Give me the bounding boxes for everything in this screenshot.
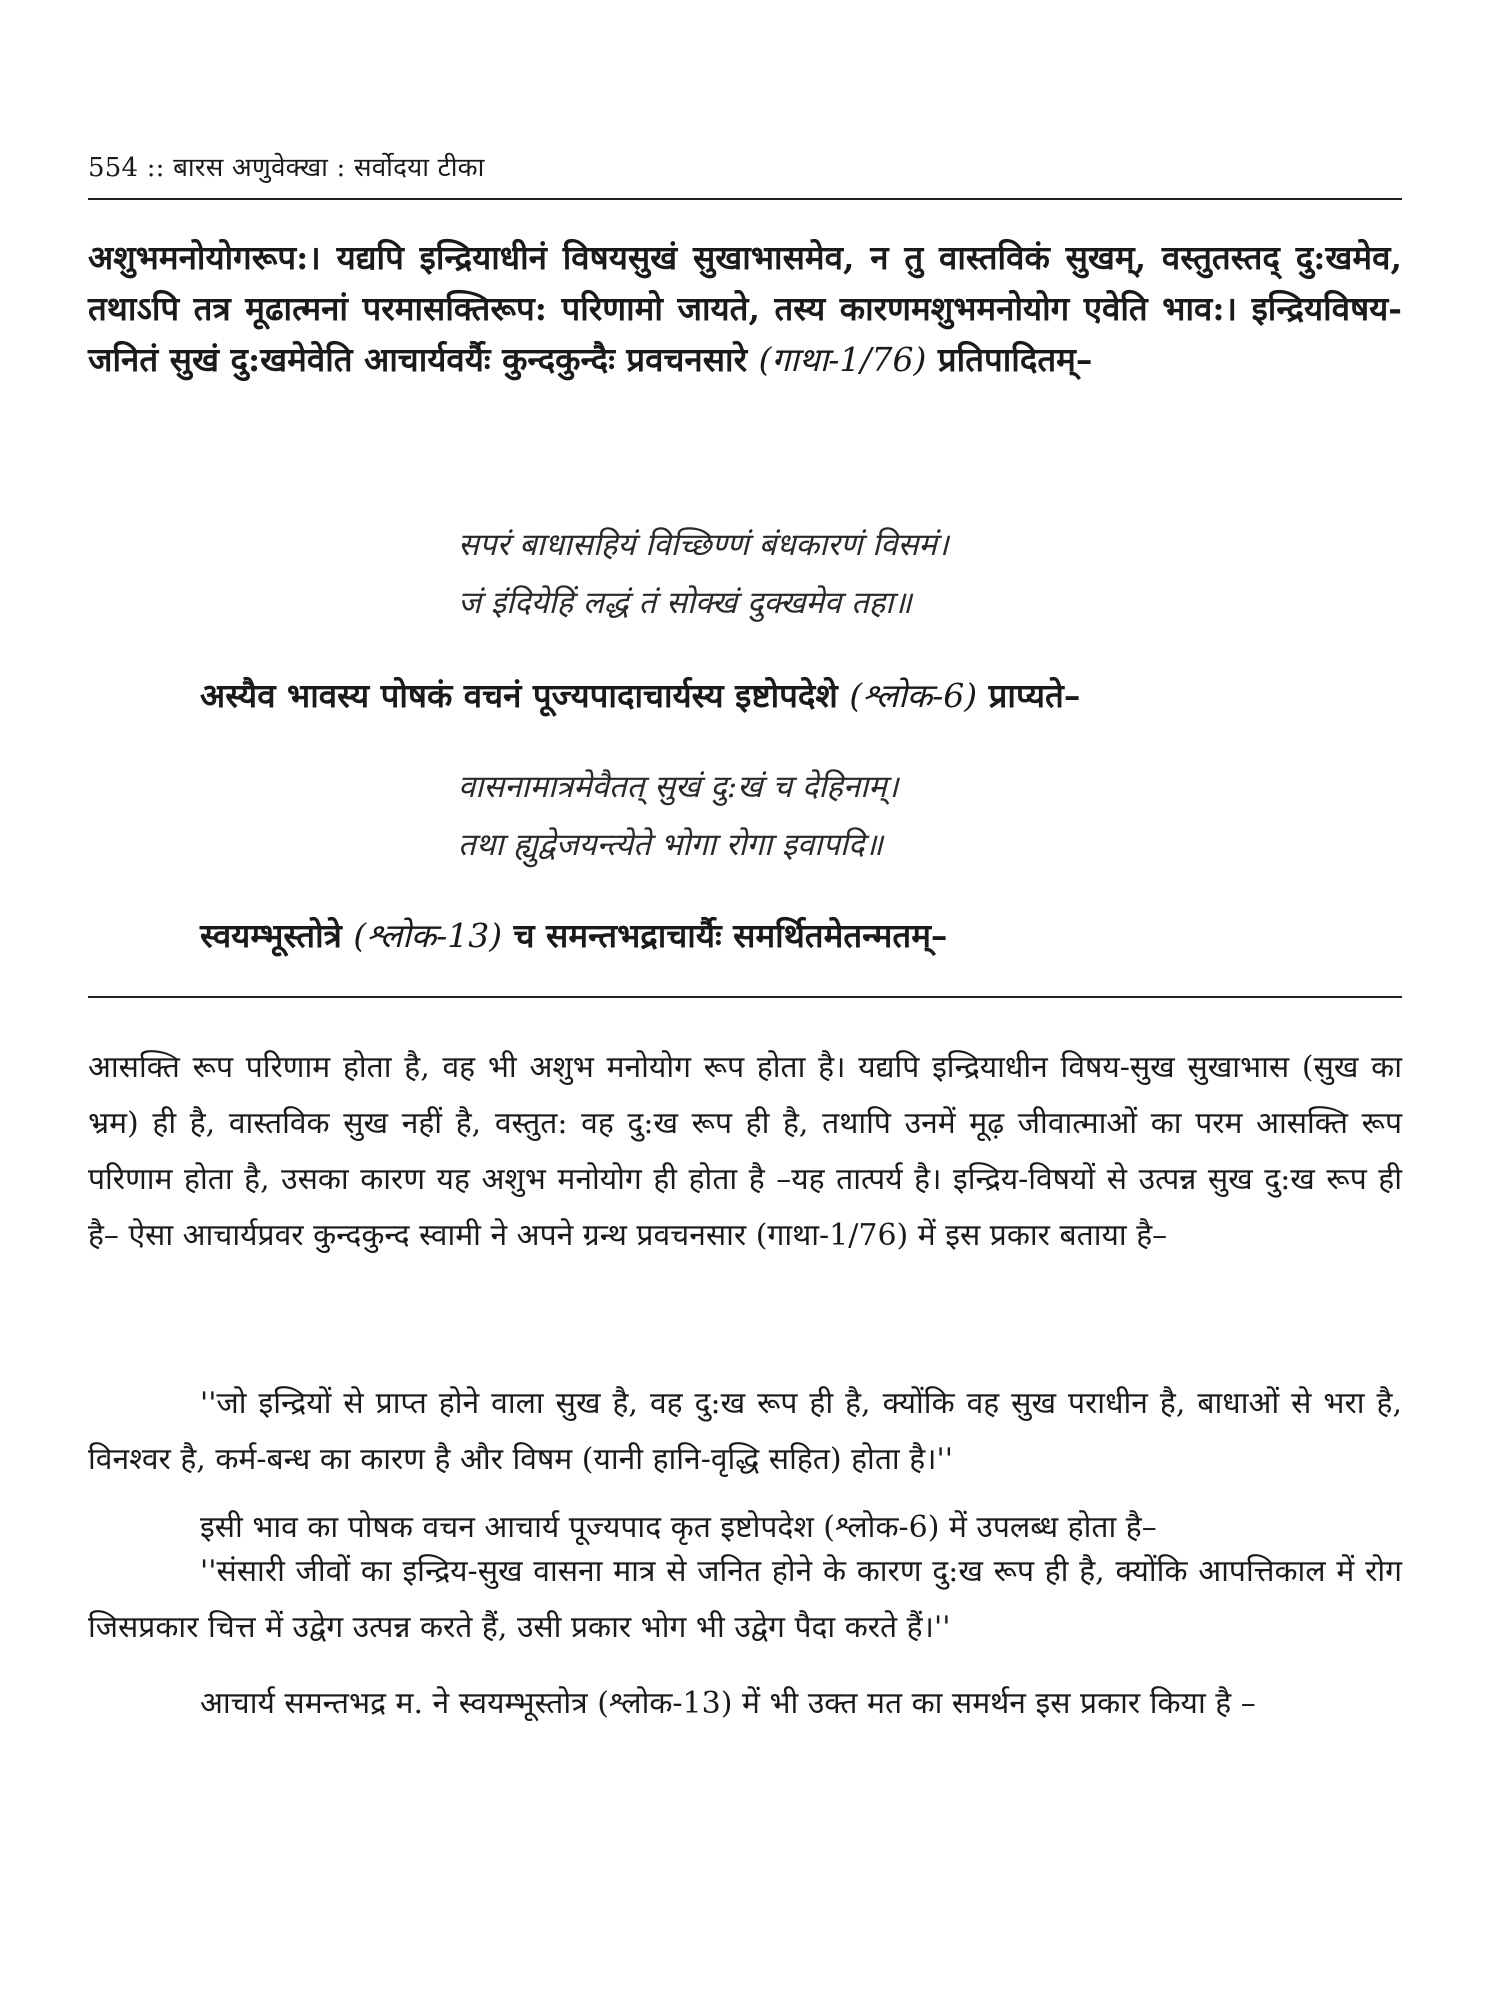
sanskrit-text: अस्यैव भावस्य पोषकं वचनं पूज्यपादाचार्यस्य इष्टोपदेशे: [200, 676, 838, 715]
verse-line: जं इंदियेहिं लद्धं तं सोक्खं दुक्खमेव तहा॥: [458, 585, 912, 621]
gatha-reference: (गाथा-1/76): [758, 340, 927, 379]
prakrit-verse: [458, 516, 1358, 632]
hindi-paragraph: आसक्ति रूप परिणाम होता है, वह भी अशुभ मनोयोग रूप होता है। यद्यपि इन्द्रियाधीन विषय-सुख सुखाभास (सुख का भ्रम) ही है, वास्तविक सुख नहीं है, वस्तुत: वह दु:ख रूप ही है, तथापि उनमें मूढ़ जीवात्माओं का परम आसक्ति रूप परिणाम होता है, उसका कारण यह अशुभ मनोयोग ही होता है –यह तात्पर्य है। इन्द्रिय-विषयों से उत्पन्न सुख दु:ख रूप ही है– ऐसा आचार्यप्रवर कुन्दकुन्द स्वामी ने अपने ग्रन्थ प्रवचनसार (गाथा-1/76) में इस प्रकार बताया है–: [88, 1050, 1402, 1253]
sanskrit-text: अशुभमनोयोगरूप:। यद्यपि इन्द्रियाधीनं विषयसुखं सुखाभासमेव, न तु वास्तविकं सुखम्, वस्तुतस्तद् दु:खमेव, तथाऽपि तत्र मूढात्मनां परमासक्तिरूप: परिणामो जायते, तस्य कारणमशुभमनोयोग एवेति भाव:। इन्द्रियविषय-जनितं सुखं दु:खमेवेति आचार्यवर्यैः कुन्दकुन्दैः प्रवचनसारे: [88, 238, 1402, 379]
section-rule: [88, 996, 1402, 998]
hindi-quote-paragraph: ''संसारी जीवों का इन्द्रिय-सुख वासना मात्र से जनित होने के कारण दु:ख रूप ही है, क्योंकि आपत्तिकाल में रोग जिसप्रकार चित्त में उद्वेग उत्पन्न करते हैं, उसी प्रकार भोग भी उद्वेग पैदा करते हैं।'': [88, 1554, 1402, 1645]
header-rule: [88, 198, 1402, 200]
sanskrit-text-end: प्रतिपादितम्–: [937, 340, 1093, 379]
shloka-reference: (श्लोक-13): [353, 916, 503, 955]
sanskrit-text-end: च समन्तभद्राचार्यैः समर्थितमेतन्मतम्–: [513, 916, 948, 955]
verse-line: सपरं बाधासहियं विच्छिण्णं बंधकारणं विसमं।: [458, 527, 949, 563]
hindi-paragraph: इसी भाव का पोषक वचन आचार्य पूज्यपाद कृत इष्टोपदेश (श्लोक-6) में उपलब्ध होता है–: [200, 1510, 1157, 1545]
sanskrit-text-end: प्राप्यते–: [988, 676, 1081, 715]
sanskrit-verse: [458, 758, 1358, 874]
hindi-quote-paragraph: ''जो इन्द्रियों से प्राप्त होने वाला सुख है, वह दु:ख रूप ही है, क्योंकि वह सुख पराधीन है, बाधाओं से भरा है, विनश्वर है, कर्म-बन्ध का कारण है और विषम (यानी हानि-वृद्धि सहित) होता है।'': [88, 1386, 1402, 1477]
verse-line: तथा ह्युद्वेजयन्त्येते भोगा रोगा इवापदि॥: [458, 827, 883, 863]
hindi-paragraph: आचार्य समन्तभद्र म. ने स्वयम्भूस्तोत्र (श्लोक-13) में भी उक्त मत का समर्थन इस प्रकार किया है –: [200, 1686, 1256, 1721]
verse-line: वासनामात्रमेवैतत् सुखं दु:खं च देहिनाम्।: [458, 769, 899, 805]
sanskrit-text: स्वयम्भूस्तोत्रे: [200, 916, 342, 955]
sanskrit-commentary-paragraph: [88, 232, 1402, 385]
sanskrit-intro-line: [200, 672, 1400, 717]
running-header: 554 :: बारस अणुवेक्खा : सर्वोदया टीका: [88, 153, 485, 183]
sanskrit-intro-line: [200, 912, 1400, 957]
shloka-reference: (श्लोक-6): [849, 676, 978, 715]
